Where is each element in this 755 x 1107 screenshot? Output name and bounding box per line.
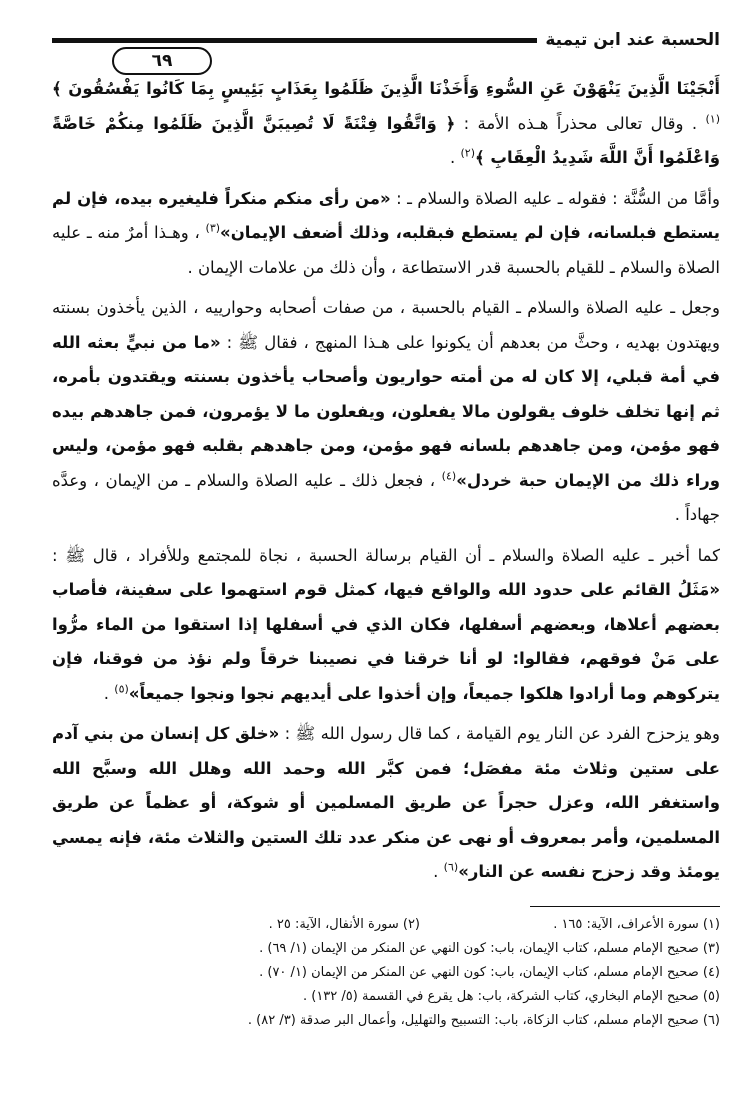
footnote-marker: (٥) <box>114 682 129 695</box>
footnote-6: (٦) صحيح الإمام مسلم، كتاب الزكاة، باب: التسبيح والتهليل، وأعمال البر صدقة (٣/ ٨٢) . <box>247 1012 720 1028</box>
footnote-row <box>52 913 720 937</box>
hadith-text: «مَثَلُ القائم على حدود الله والواقع فيها، كمثل قوم استهموا على سفينة، فأصاب بعضهم أعلاها، وبعضهم أسفلها، فكان الذي في أسفلها إذا استقوا من الماء مرُّوا على مَنْ فوقهم، فقالوا: لو أنا خرقنا في نصيبنا خرقاً ولم نؤذ من فوقنا، فإن يتركوهم وما أرادوا هلكوا جميعاً، وإن أخذوا على أيديهم نجوا ونجوا جميعاً» <box>52 580 720 703</box>
footnote-rule <box>530 906 720 907</box>
body-run: وجعل ـ عليه الصلاة والسلام ـ القيام بالحسبة ، من صفات أصحابه وحوارييه ، الذين يأخذون بسنته ويهتدون بهديه ، وحثَّ من بعدهم أن يكونوا على هـذا المنهج ، فقال ﷺ : <box>52 298 720 352</box>
quran-verse: ﴿ وَاتَّقُوا فِتْنَةً لَا تُصِيبَنَّ الَّذِينَ ظَلَمُوا مِنكُمْ خَاصَّةً وَاعْلَمُوا أَنَّ اللَّهَ شَدِيدُ الْعِقَابِ ﴾ <box>52 113 720 167</box>
paragraph <box>52 291 720 533</box>
footnote-marker: (٦) <box>443 860 459 874</box>
footnote-3: (٣) صحيح الإمام مسلم، كتاب الإيمان، باب: كون النهي عن المنكر من الإيمان (١/ ٦٩) . <box>259 940 720 956</box>
book-page <box>52 18 720 1098</box>
footnote-2: (٢) سورة الأنفال، الآية: ٢٥ . <box>268 916 420 932</box>
page-header <box>52 18 720 71</box>
hadith-text: «خلق كل إنسان من بني آدم على ستين وثلاث مئة مفصَل؛ فمن كبَّر الله وحمد الله وهلل الله وسبَّح الله واستغفر الله، وعزل حجراً عن طريق المسلمين أو شوكة، أو عظماً عن طريق المسلمين، وأمر بمعروف أو نهى عن منكر عدد تلك الستين والثلاث مئة، فإنه يمسي يومئذ وقد زحزح نفسه عن النار» <box>52 724 720 881</box>
footnote-4: (٤) صحيح الإمام مسلم، كتاب الإيمان، باب: كون النهي عن المنكر من الإيمان (١/ ٧٠) . <box>259 964 720 980</box>
footnote-marker: (٢) <box>460 146 475 160</box>
paragraph <box>52 717 720 890</box>
main-text <box>52 72 720 890</box>
header-rule <box>52 38 537 71</box>
quran-verse: أَنْجَيْنَا الَّذِينَ يَنْهَوْنَ عَنِ السُّوءِ وَأَخَذْنَا الَّذِينَ ظَلَمُوا بِعَذَابٍ بَئِيسٍ بِمَا كَانُوا يَفْسُقُونَ ﴾ <box>52 79 720 98</box>
footnote-marker: (٣) <box>205 221 221 235</box>
body-run: ، وهـذا أمرٌ منه ـ عليه الصلاة والسلام ـ للقيام بالحسبة قدر الاستطاعة ، وأن ذلك من علامات الإيمان . <box>52 223 720 277</box>
body-run: . <box>103 683 115 703</box>
hadith-text: «ما من نبيٍّ بعثه الله في أمة قبلي، إلا كان له من أمته حواريون وأصحاب يأخذون بسنته ويقتدون بأمره، ثم إنها تخلف خلوف يقولون مالا يفعلون، ويفعلون ما لا يؤمرون، فمن جاهدهم بيده فهو مؤمن، ومن جاهدهم بلسانه فهو مؤمن، ومن جاهدهم بقلبه فهو مؤمن، وليس وراء ذلك من الإيمان حبة خردل» <box>52 332 720 490</box>
footnote-1: (١) سورة الأعراف، الآية: ١٦٥ . <box>553 916 720 932</box>
hadith-text: «من رأى منكم منكراً فليغيره بيده، فإن لم يستطع فبلسانه، فإن لم يستطع فبقلبه، وذلك أضعف الإيمان» <box>52 188 720 242</box>
footnote-5: (٥) صحيح الإمام البخاري، كتاب الشركة، باب: هل يقرع في القسمة (٥/ ١٣٢) . <box>302 988 720 1004</box>
body-run: . <box>449 148 461 167</box>
body-run: كما أخبر ـ عليه الصلاة والسلام ـ أن القيام برسالة الحسبة ، نجاة للمجتمع وللأفراد ، قال ﷺ : <box>52 545 720 565</box>
footnotes <box>52 913 720 1033</box>
footnote-marker: (٤) <box>441 469 457 482</box>
paragraph <box>52 182 720 286</box>
body-run: وأمَّا من السُّنَّة : فقوله ـ عليه الصلاة والسلام ـ : <box>390 188 720 208</box>
page-number: ٦٩ <box>112 47 212 75</box>
body-run: . <box>433 862 444 881</box>
paragraph <box>52 539 720 712</box>
footnote-marker: (١) <box>705 112 720 125</box>
body-run: وهو يزحزح الفرد عن النار يوم القيامة ، كما قال رسول الله ﷺ : <box>279 724 720 743</box>
body-run: . وقال تعالى محذراً هـذه الأمة : <box>455 113 706 133</box>
body-run: ، فجعل ذلك ـ عليه الصلاة والسلام ـ من الإيمان ، وعدَّه جهاداً . <box>52 470 720 524</box>
running-title: الحسبة عند ابن تيمية <box>545 30 720 50</box>
paragraph <box>52 72 720 176</box>
